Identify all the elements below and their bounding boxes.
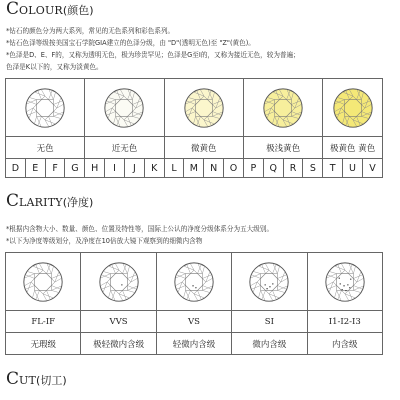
colour-label: 极浅黄色 bbox=[243, 137, 322, 159]
grade-letter: U bbox=[343, 159, 363, 178]
cut-heading bbox=[6, 369, 67, 389]
clarity-table bbox=[5, 252, 383, 355]
colour-heading-initial: C bbox=[6, 0, 20, 19]
clarity-code: SI bbox=[232, 311, 307, 333]
clarity-label: 轻微内含级 bbox=[156, 333, 231, 355]
grade-letter: H bbox=[85, 159, 105, 178]
grade-letter: F bbox=[45, 159, 65, 178]
colour-label: 无色 bbox=[6, 137, 85, 159]
colour-label: 微黄色 bbox=[164, 137, 243, 159]
clarity-code: VS bbox=[156, 311, 231, 333]
colour-heading bbox=[6, 0, 94, 19]
clarity-code: I1-I2-I3 bbox=[307, 311, 382, 333]
colour-diamond-cell bbox=[243, 79, 322, 137]
colour-note-1: *钻石的颜色分为两大系列，常见的无色系列和彩色系列。 bbox=[6, 27, 175, 35]
diamond-icon bbox=[22, 85, 68, 131]
diamond-icon bbox=[96, 259, 142, 305]
colour-note-3: *色泽是D、E、F的，又称为透明无色，极为珍贵罕见；色泽是G至I的，又称为接近无色，较为普遍； bbox=[6, 51, 300, 59]
grade-letter: J bbox=[124, 159, 144, 178]
colour-diamond-cell bbox=[85, 79, 164, 137]
grade-letter: G bbox=[65, 159, 85, 178]
grade-letter: T bbox=[323, 159, 343, 178]
cut-heading-cn: (切工) bbox=[36, 374, 67, 387]
clarity-heading-rest: LARITY bbox=[19, 196, 63, 209]
diamond-icon bbox=[101, 85, 147, 131]
clarity-code: VVS bbox=[81, 311, 156, 333]
diamond-icon bbox=[20, 259, 66, 305]
diamond-icon bbox=[260, 85, 306, 131]
clarity-diamond-cell bbox=[6, 253, 81, 311]
colour-label: 近无色 bbox=[85, 137, 164, 159]
colour-heading-rest: OLOUR bbox=[19, 4, 63, 17]
colour-note-2: *钻石色泽等级按美国宝石学院GIA建立的色泽分级，由 "D"(透明无色)至 "Z"(黄色)。 bbox=[6, 39, 255, 47]
clarity-label: 内含级 bbox=[307, 333, 382, 355]
clarity-diamond-cell bbox=[232, 253, 307, 311]
clarity-diamond-cell bbox=[307, 253, 382, 311]
diamond-icon bbox=[171, 259, 217, 305]
colour-diamond-cell bbox=[323, 79, 383, 137]
diamond-icon bbox=[181, 85, 227, 131]
grade-letter: K bbox=[144, 159, 164, 178]
grade-letter: O bbox=[224, 159, 244, 178]
grade-letter: P bbox=[243, 159, 263, 178]
colour-label: 极黄色 黄色 bbox=[323, 137, 383, 159]
grade-letter: S bbox=[303, 159, 323, 178]
grade-letter: Q bbox=[263, 159, 283, 178]
clarity-heading-initial: C bbox=[6, 191, 20, 211]
diamond-icon bbox=[322, 259, 368, 305]
grade-letter: D bbox=[6, 159, 26, 178]
clarity-code: FL-IF bbox=[6, 311, 81, 333]
clarity-note-1: *根据内含物大小、数量、颜色、位置及特性等，国际上公认的净度分级体系分为五大级别。 bbox=[6, 225, 274, 233]
diamond-icon bbox=[330, 85, 376, 131]
clarity-label: 微内含级 bbox=[232, 333, 307, 355]
clarity-label: 无瑕级 bbox=[6, 333, 81, 355]
clarity-diamond-cell bbox=[156, 253, 231, 311]
grade-letter: N bbox=[204, 159, 224, 178]
clarity-diamond-cell bbox=[81, 253, 156, 311]
grade-letter: R bbox=[283, 159, 303, 178]
grade-letter: I bbox=[105, 159, 125, 178]
grade-letter: V bbox=[362, 159, 382, 178]
clarity-label: 极轻微内含级 bbox=[81, 333, 156, 355]
grade-letter: L bbox=[164, 159, 184, 178]
colour-diamond-cell bbox=[164, 79, 243, 137]
colour-heading-cn: (颜色) bbox=[62, 4, 94, 17]
clarity-heading-cn: (净度) bbox=[62, 196, 94, 209]
clarity-note-2: *以下为净度等级划分，及净度在10倍放大镜下观察到的细微内含物 bbox=[6, 237, 203, 245]
colour-table bbox=[5, 78, 383, 178]
colour-diamond-cell bbox=[6, 79, 85, 137]
clarity-heading bbox=[6, 191, 93, 211]
grade-letter: M bbox=[184, 159, 204, 178]
diamond-icon bbox=[246, 259, 292, 305]
grade-letter: E bbox=[25, 159, 45, 178]
cut-heading-rest: UT bbox=[19, 374, 37, 387]
cut-heading-initial: C bbox=[6, 369, 20, 389]
colour-note-4: 色泽是K以下的，又称为淡黄色。 bbox=[6, 63, 103, 71]
